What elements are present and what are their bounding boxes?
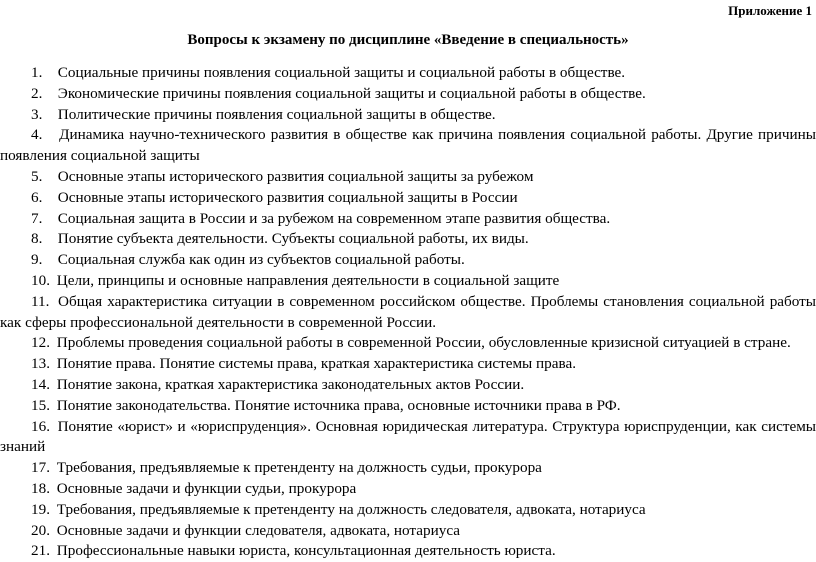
item-text: Понятие законодательства. Понятие источника права, основные источники права в РФ. xyxy=(56,396,621,414)
item-text: Социальные причины появления социальной защиты и социальной работы в обществе. xyxy=(57,64,626,81)
item-text: Основные задачи и функции судьи, прокурора xyxy=(56,479,357,497)
list-item xyxy=(0,167,816,188)
item-text: Динамика научно-технического развития в обществе как причина появления социальной работы. Другие причины появления социальной защиты xyxy=(0,126,816,165)
item-number: 18. xyxy=(31,479,50,497)
item-text: Основные задачи и функции следователя, адвоката, нотариуса xyxy=(56,521,460,539)
list-item xyxy=(0,458,816,479)
item-text: Основные этапы исторического развития социальной защиты в России xyxy=(57,188,518,206)
item-number: 17. xyxy=(31,459,50,477)
item-number: 19. xyxy=(31,500,50,518)
item-number: 12. xyxy=(31,334,50,352)
appendix-label: Приложение 1 xyxy=(728,3,812,18)
item-text: Общая характеристика ситуации в современном российском обществе. Проблемы становления социальной работы как сферы профессиональной деятельности в современной России. xyxy=(0,292,816,331)
item-text: Требования, предъявляемые к претенденту на должность следователя, адвоката, нотариуса xyxy=(56,500,646,518)
item-number: 13. xyxy=(31,355,50,373)
list-item xyxy=(0,229,816,250)
item-number: 5. xyxy=(31,167,43,185)
item-text: Основные этапы исторического развития социальной защиты за рубежом xyxy=(57,167,534,185)
item-number: 6. xyxy=(31,188,43,206)
page-title: Вопросы к экзамену по дисциплине «Введение в специальность» xyxy=(187,32,629,48)
item-number: 20. xyxy=(31,521,50,539)
list-item xyxy=(0,396,816,417)
item-number: 2. xyxy=(31,84,43,102)
list-item xyxy=(0,188,816,209)
item-number: 4. xyxy=(31,126,43,144)
item-number: 10. xyxy=(31,271,50,289)
list-item xyxy=(0,417,816,459)
list-item xyxy=(0,209,816,230)
item-number: 14. xyxy=(31,375,50,393)
list-item xyxy=(0,333,816,354)
item-text: Понятие права. Понятие системы права, краткая характеристика системы права. xyxy=(56,355,577,373)
list-item xyxy=(0,125,816,167)
item-number: 21. xyxy=(31,542,50,560)
list-item xyxy=(0,541,816,562)
item-number: 9. xyxy=(31,251,43,269)
item-number: 7. xyxy=(31,209,43,227)
item-text: Социальная защита в России и за рубежом на современном этапе развития общества. xyxy=(57,209,611,227)
item-text: Цели, принципы и основные направления деятельности в социальной защите xyxy=(56,271,560,289)
list-item xyxy=(0,84,816,105)
list-item xyxy=(0,521,816,542)
item-text: Понятие закона, краткая характеристика законодательных актов России. xyxy=(56,375,525,393)
exam-questions-list xyxy=(0,63,816,562)
item-text: Понятие «юрист» и «юриспруденция». Основная юридическая литература. Структура юриспруденции, как системы знаний xyxy=(0,417,816,456)
item-number: 16. xyxy=(31,417,50,435)
list-item xyxy=(0,479,816,500)
item-text: Экономические причины появления социальной защиты и социальной работы в обществе. xyxy=(57,84,646,102)
list-item xyxy=(0,250,816,271)
list-item xyxy=(0,292,816,334)
item-number: 8. xyxy=(31,230,43,248)
item-text: Проблемы проведения социальной работы в современной России, обусловленные кризисной ситуацией в стране. xyxy=(56,334,791,352)
item-number: 15. xyxy=(31,396,50,414)
item-text: Профессиональные навыки юриста, консультационная деятельность юриста. xyxy=(56,542,556,560)
item-text: Социальная служба как один из субъектов социальной работы. xyxy=(57,251,465,269)
list-item xyxy=(0,500,816,521)
item-text: Политические причины появления социальной защиты в обществе. xyxy=(57,105,496,123)
item-number: 3. xyxy=(31,105,43,123)
item-text: Понятие субъекта деятельности. Субъекты социальной работы, их виды. xyxy=(57,230,529,248)
list-item xyxy=(0,354,816,375)
list-item xyxy=(0,63,816,84)
item-number: 1. xyxy=(31,64,43,81)
list-item xyxy=(0,375,816,396)
item-number: 11. xyxy=(31,292,50,310)
item-text: Требования, предъявляемые к претенденту на должность судьи, прокурора xyxy=(56,459,542,477)
list-item xyxy=(0,105,816,126)
list-item xyxy=(0,271,816,292)
